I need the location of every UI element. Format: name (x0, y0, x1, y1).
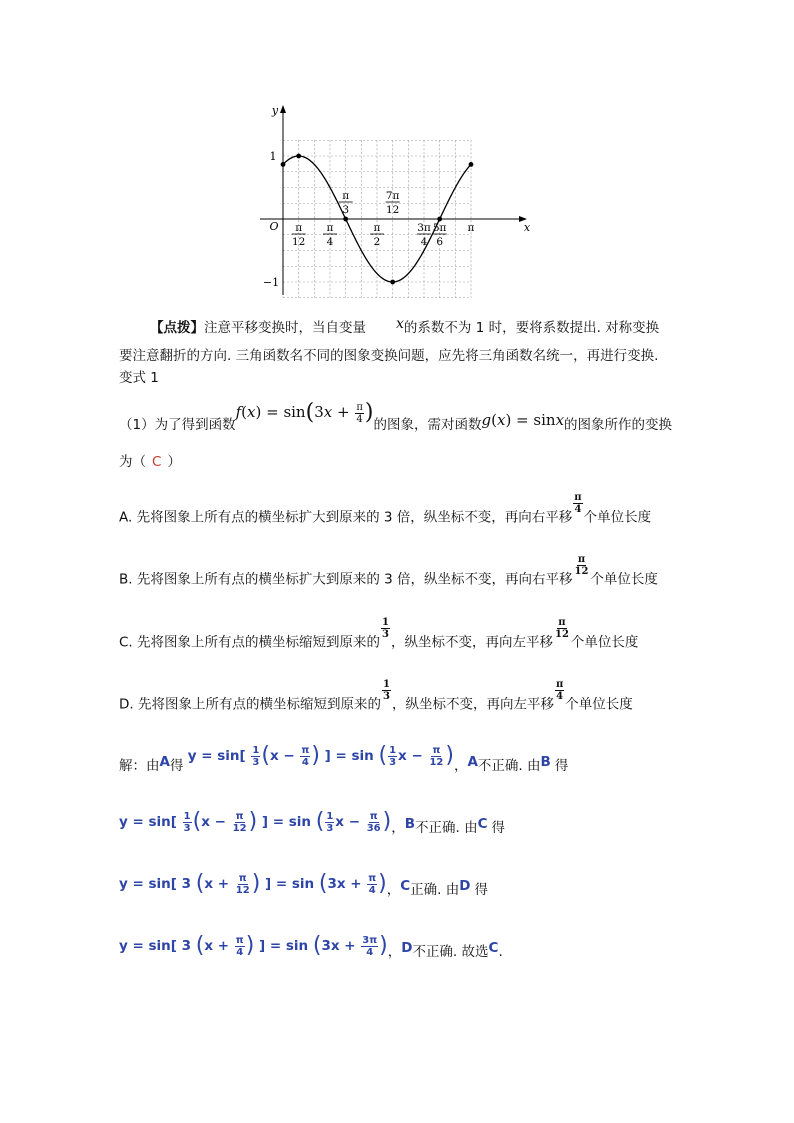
x-tick-above-0-num: π (342, 190, 350, 202)
key-point (343, 217, 348, 222)
tip-bracket-label: 【点拨】 (150, 320, 204, 336)
option-c-shift-fraction: $\frac{\pi}{12}$ (554, 617, 569, 640)
solution-option-c: C (477, 816, 488, 832)
solution-option-b-2: B (404, 816, 416, 832)
tip-line-2: 要注意翻折的方向. 三角函数名不同的图象变换问题，应先将三角函数名统一，再进行变换. (119, 348, 659, 364)
chart-labels (263, 104, 531, 289)
x-tick-below-2-num: π (373, 222, 381, 234)
option-b-fraction: $\frac{\pi}{12}$ (574, 554, 589, 577)
option-c-text: C. 先将图象上所有点的横坐标缩短到原来的 (119, 634, 381, 651)
question-f-expr: f(x) = sin(3x + $\frac{\pi}{4}$ ) (235, 400, 374, 425)
solution-final-answer: C (488, 940, 499, 956)
x-tick-below-0-den: 12 (291, 236, 306, 248)
question-suffix: 的图象所作的变换 (564, 417, 673, 433)
key-point (437, 217, 442, 222)
question-answer: C (152, 454, 162, 470)
solution-formula-a: y = sin[ $\frac{1}{3}$ (x − $\frac{\pi}{4}$ ) ] = sin ( $\frac{1}{3}$ x − $\frac{\pi}{12}$ ) (187, 743, 454, 768)
question-g-expr: g(x) = sinx (481, 411, 565, 429)
option-d-shift-fraction: $\frac{\pi}{4}$ (555, 679, 564, 702)
x-tick-above-1-den: 12 (385, 204, 400, 216)
solution-line-2: y = sin[ $\frac{1}{3}$ (x − $\frac{\pi}{12}$ ) ] = sin ( $\frac{1}{3}$ x − $\frac{\pi}{36}$ )，B不正确. 由C 得 (119, 809, 506, 836)
solution-line2-tail: 不正确. 由 (415, 820, 478, 836)
option-c-mid: ，纵坐标不变，再向左平移 (390, 634, 553, 651)
solution-formula-c: y = sin[ 3 (x + $\frac{\pi}{12}$ ) ] = sin (3x + $\frac{\pi}{4}$ ) (119, 871, 387, 896)
variant-title: 变式 1 (119, 370, 159, 386)
key-point (390, 280, 395, 285)
x-tick-above-0-den: 3 (342, 204, 350, 216)
tip-var-x: x (396, 316, 404, 332)
option-b-text: B. 先将图象上所有点的横坐标扩大到原来的 3 倍，纵坐标不变，再向右平移 (119, 571, 573, 588)
tip-text-b: 的系数不为 1 时，要将系数提出. 对称变换 (403, 320, 660, 336)
solution-line1-tail: 不正确. 由 (477, 758, 541, 774)
option-c (119, 617, 639, 654)
origin-label: O (269, 220, 279, 233)
question-prefix: （1）为了得到函数 (119, 417, 236, 433)
question-line2-prefix: 为（ (119, 454, 146, 470)
tip-text-a: 注意平移变换时，当自变量 (204, 320, 366, 336)
solution-option-c-2: C (400, 878, 411, 894)
key-point (281, 162, 286, 167)
option-d-scale-fraction: $\frac{1}{3}$ (382, 679, 390, 702)
solution-formula-d: y = sin[ 3 (x + $\frac{\pi}{4}$ ) ] = sin (3x + $\frac{3\pi}{4}$ ) (119, 933, 388, 958)
solution-period: . (498, 944, 503, 960)
question-line-2 (119, 452, 181, 472)
solution-de-4: 得 (474, 882, 488, 898)
solution-de-2: 得 (554, 758, 569, 774)
solution-line-4: y = sin[ 3 (x + $\frac{\pi}{4}$ ) ] = sin (3x + $\frac{3\pi}{4}$ )，D不正确. 故选C. (119, 933, 503, 960)
option-a-fraction: $\frac{\pi}{4}$ (574, 492, 582, 515)
question-mid: 的图象，需对函数 (373, 417, 482, 433)
x-tick-below-1-num: π (326, 222, 334, 234)
solution-label: 解：由 (119, 758, 160, 774)
x-tick-below-3-den: 4 (420, 236, 428, 248)
x-tick-below-2-den: 2 (373, 236, 381, 248)
x-tick-above-1-num: 7π (385, 190, 400, 202)
solution-line4-tail: 不正确. 故选 (412, 944, 489, 960)
x-tick-below-4-num: 5π (432, 222, 447, 234)
option-b-tail: 个单位长度 (590, 571, 658, 588)
option-a-tail: 个单位长度 (583, 509, 652, 526)
solution-formula-b: y = sin[ $\frac{1}{3}$ (x − $\frac{\pi}{12}$ ) ] = sin ( $\frac{1}{3}$ x − $\frac{\pi}{36}$ ) (119, 809, 392, 834)
y-tick-neg1: −1 (262, 276, 280, 289)
solution-option-a: A (159, 754, 170, 770)
solution-option-a-2: A (467, 754, 478, 770)
x-axis-label: x (523, 221, 531, 234)
y-axis-arrow (280, 105, 286, 113)
solution-line-1: 解：由A得 y = sin[ $\frac{1}{3}$ (x − $\frac{\pi}{4}$ ) ] = sin ( $\frac{1}{3}$ x − $\frac{\pi}{12}$ )，A不正确. 由B 得 (119, 743, 569, 774)
option-a-text: A. 先将图象上所有点的横坐标扩大到原来的 3 倍，纵坐标不变，再向右平移 (119, 509, 573, 526)
sine-graph (255, 100, 545, 300)
y-axis-label: y (271, 104, 279, 117)
question-line2-suffix: ） (167, 454, 181, 470)
x-tick-below-5-num: π (467, 222, 475, 234)
option-c-tail: 个单位长度 (570, 634, 639, 651)
solution-option-b: B (540, 754, 551, 770)
solution-de-1: 得 (169, 758, 184, 774)
option-d-mid: ，纵坐标不变，再向左平移 (391, 696, 554, 713)
y-tick-1: 1 (269, 150, 277, 163)
option-d-text: D. 先将图象上所有点的横坐标缩短到原来的 (119, 696, 381, 713)
x-tick-below-4-den: 6 (436, 236, 444, 248)
key-point (469, 162, 474, 167)
solution-line3-tail: 正确. 由 (410, 882, 460, 898)
option-d-tail: 个单位长度 (565, 696, 633, 713)
solution-option-d-2: D (401, 940, 413, 956)
option-c-scale-fraction: $\frac{1}{3}$ (382, 617, 389, 640)
question-line-1 (119, 400, 673, 444)
x-tick-below-1-den: 4 (326, 236, 334, 248)
solution-line-3: y = sin[ 3 (x + $\frac{\pi}{12}$ ) ] = sin (3x + $\frac{\pi}{4}$ )，C正确. 由D 得 (119, 871, 488, 898)
solution-option-d: D (459, 878, 471, 894)
key-point (296, 154, 301, 159)
option-b (119, 554, 658, 591)
x-tick-below-0-num: π (295, 222, 303, 234)
tip-line-1 (150, 318, 659, 338)
x-tick-below-3-num: 3π (417, 222, 431, 234)
option-a (119, 492, 652, 529)
option-d (119, 679, 633, 716)
solution-de-3: 得 (491, 820, 506, 836)
